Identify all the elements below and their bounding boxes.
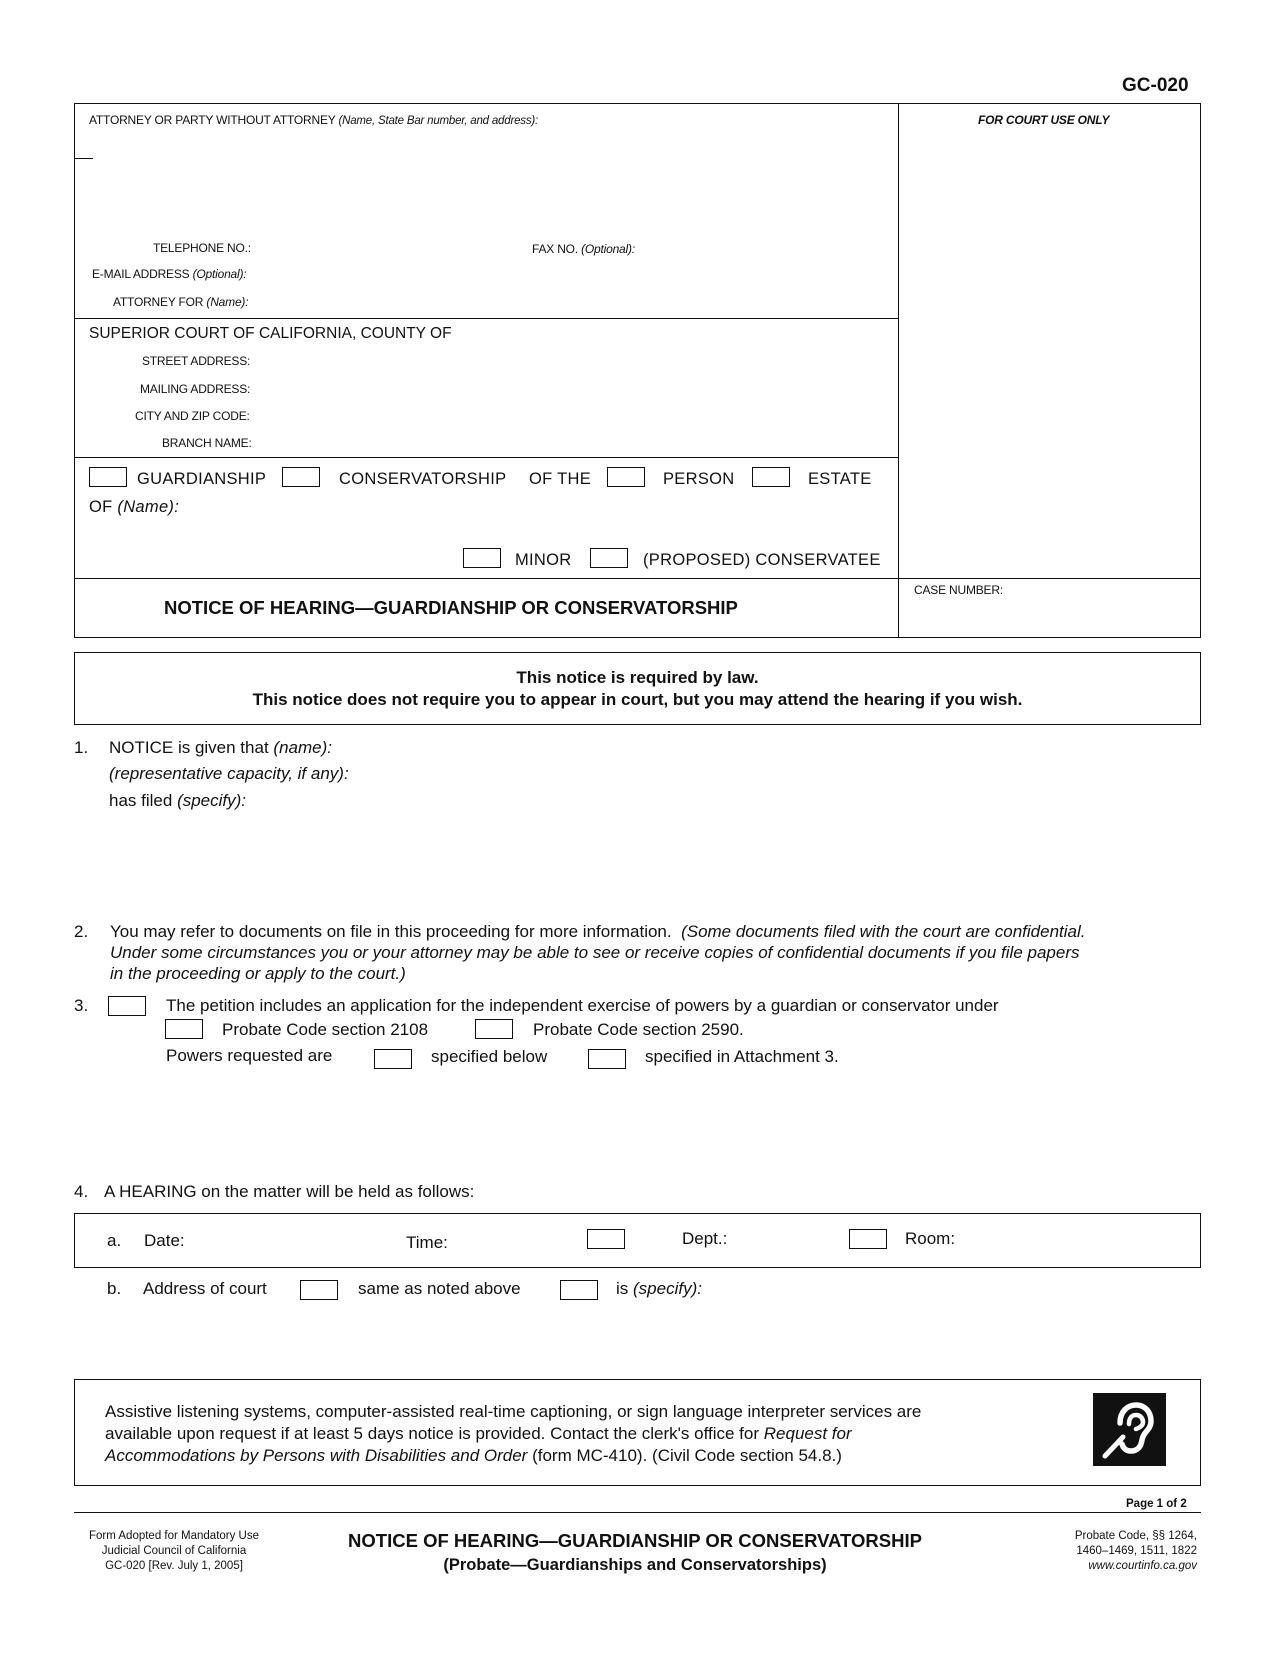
attachment-3-label: specified in Attachment 3. [645, 1047, 839, 1066]
form-adopted: Form Adopted for Mandatory Use Judicial Council of California GC-020 [Rev. July 1, 2005] [88, 1530, 260, 1572]
address-specify-label[interactable]: is (specify): [616, 1279, 702, 1298]
hearing-time-label[interactable]: Time: [406, 1233, 448, 1252]
guardianship-checkbox[interactable] [89, 467, 127, 487]
email-label[interactable]: E-MAIL ADDRESS (Optional): [92, 267, 247, 281]
hearing-box [74, 1213, 1201, 1268]
footer-rule [74, 1512, 1201, 1513]
footer-statutes: Probate Code, §§ 1264, 1460–1469, 1511, 1822 www.courtinfo.ca.gov [1000, 1529, 1197, 1574]
hearing-dept-label[interactable]: Dept.: [682, 1229, 728, 1248]
hearing-date-label[interactable]: Date: [144, 1231, 185, 1250]
conservatee-label: (PROPOSED) CONSERVATEE [643, 551, 881, 569]
attorney-label: ATTORNEY OR PARTY WITHOUT ATTORNEY (Name, State Bar number, and address): [89, 113, 539, 127]
assistive-line-1: Assistive listening systems, computer-assisted real-time captioning, or sign language interpreter services are [105, 1402, 922, 1421]
city-zip-label[interactable]: CITY AND ZIP CODE: [135, 409, 250, 423]
person-checkbox[interactable] [607, 467, 645, 487]
form-number: GC-020 [1122, 75, 1189, 96]
powers-requested-label: Powers requested are [166, 1046, 333, 1065]
estate-checkbox[interactable] [752, 467, 790, 487]
page-number: Page 1 of 2 [1126, 1498, 1187, 1510]
address-specify-checkbox[interactable] [560, 1280, 598, 1300]
representative-capacity-label[interactable]: (representative capacity, if any): [109, 764, 349, 783]
same-as-above-checkbox[interactable] [300, 1280, 338, 1300]
case-number-label[interactable]: CASE NUMBER: [914, 583, 1003, 597]
branch-name-label[interactable]: BRANCH NAME: [162, 436, 252, 450]
minor-label: MINOR [515, 551, 572, 569]
of-the-label: OF THE [529, 470, 591, 488]
address-of-court-label: Address of court [143, 1279, 267, 1298]
item-4b-letter: b. [107, 1279, 122, 1298]
item-2-number: 2. [74, 922, 89, 941]
item-2-text: You may refer to documents on file in this proceeding for more information. (Some documents filed with the court are confidential. [110, 922, 1086, 941]
has-filed-label[interactable]: has filed (specify): [109, 791, 247, 810]
street-address-label[interactable]: STREET ADDRESS: [142, 354, 251, 368]
section-2108-checkbox[interactable] [165, 1019, 203, 1039]
court-name-label: SUPERIOR COURT OF CALIFORNIA, COUNTY OF [89, 325, 452, 342]
conservatorship-checkbox[interactable] [282, 467, 320, 487]
notice-box [74, 652, 1201, 725]
footer-title: NOTICE OF HEARING—GUARDIANSHIP OR CONSERVATORSHIP [348, 1530, 922, 1551]
item-2-line-2: Under some circumstances you or your attorney may be able to see or receive copies of confidential documents if you file papers [110, 943, 1080, 962]
item-3-text: The petition includes an application for the independent exercise of powers by a guardian or conservator under [166, 996, 999, 1015]
item-2-line-3: in the proceeding or apply to the court.) [110, 964, 406, 983]
estate-label: ESTATE [808, 470, 872, 488]
item-3-number: 3. [74, 996, 89, 1015]
notice-line-2: This notice does not require you to appear in court, but you may attend the hearing if you wish. [252, 690, 1023, 709]
footer-subtitle: (Probate—Guardianships and Conservatorships) [443, 1556, 827, 1574]
notice-given-label[interactable]: NOTICE is given that (name): [109, 738, 332, 757]
item-4a-letter: a. [107, 1231, 122, 1250]
attorney-name-field[interactable] [75, 158, 93, 159]
hearing-room-label[interactable]: Room: [905, 1229, 956, 1248]
notice-line-1: This notice is required by law. [516, 668, 759, 687]
section-2108-label: Probate Code section 2108 [222, 1020, 429, 1039]
mailing-address-label[interactable]: MAILING ADDRESS: [140, 382, 251, 396]
assistive-line-2: available upon request if at least 5 days notice is provided. Contact the clerk's office for Request for [105, 1424, 852, 1443]
assistive-line-3: Accommodations by Persons with Disabilities and Order (form MC-410). (Civil Code section 54.8.) [105, 1446, 842, 1465]
attachment-3-checkbox[interactable] [588, 1049, 626, 1069]
court-use-divider [898, 103, 899, 638]
conservatee-checkbox[interactable] [590, 548, 628, 568]
room-checkbox[interactable] [849, 1229, 887, 1249]
item-4-number: 4. [74, 1182, 89, 1201]
courtinfo-link[interactable]: www.courtinfo.ca.gov [1088, 1560, 1197, 1572]
conservatorship-label: CONSERVATORSHIP [339, 470, 507, 488]
item-4-text: A HEARING on the matter will be held as follows: [104, 1182, 475, 1201]
court-use-label: FOR COURT USE ONLY [978, 113, 1110, 127]
hearing-assist-icon [1093, 1393, 1166, 1466]
minor-checkbox[interactable] [463, 548, 501, 568]
person-label: PERSON [663, 470, 735, 488]
section-2590-checkbox[interactable] [475, 1019, 513, 1039]
caption-box [74, 103, 1201, 638]
specified-below-label: specified below [431, 1047, 548, 1066]
item-1-number: 1. [74, 738, 89, 757]
attorney-for-label[interactable]: ATTORNEY FOR (Name): [113, 295, 249, 309]
form-title: NOTICE OF HEARING—GUARDIANSHIP OR CONSERVATORSHIP [164, 597, 738, 618]
fax-label[interactable]: FAX NO. (Optional): [532, 242, 635, 256]
guardianship-label: GUARDIANSHIP [137, 470, 267, 488]
section-2590-label: Probate Code section 2590. [533, 1020, 744, 1039]
dept-checkbox[interactable] [587, 1229, 625, 1249]
same-as-above-label: same as noted above [358, 1279, 521, 1298]
telephone-label[interactable]: TELEPHONE NO.: [153, 241, 251, 255]
specified-below-checkbox[interactable] [374, 1049, 412, 1069]
independent-powers-checkbox[interactable] [108, 996, 146, 1016]
of-name-label[interactable]: OF (Name): [89, 498, 180, 516]
